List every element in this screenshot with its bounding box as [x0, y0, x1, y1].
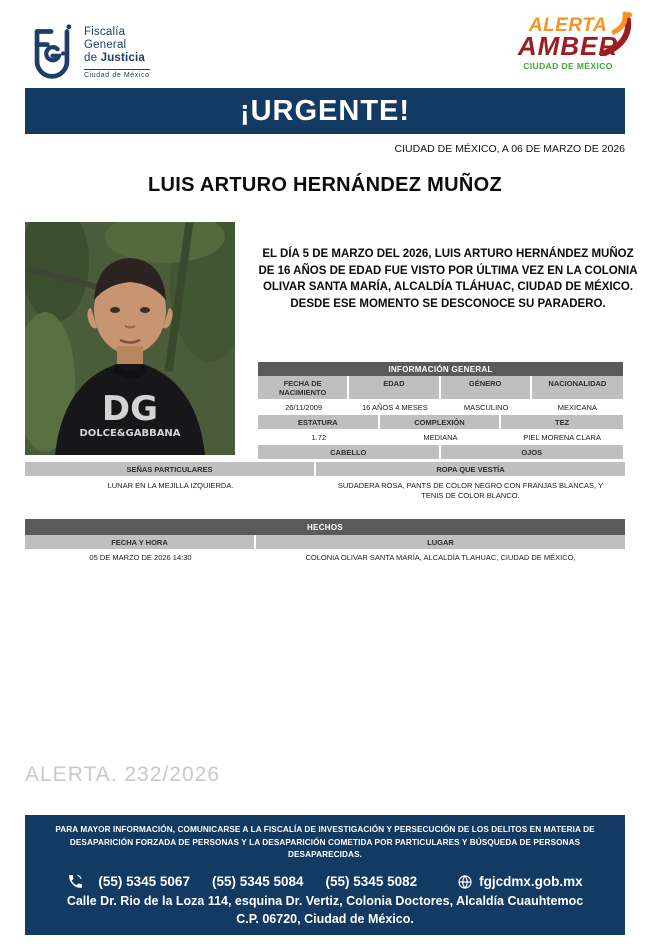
amber-swoosh-icon — [600, 10, 634, 56]
phone-numbers — [98, 874, 417, 889]
table-row — [258, 445, 623, 459]
phone-number-3[interactable]: (55) 5345 5082 — [325, 874, 418, 890]
globe-icon — [457, 874, 473, 890]
date-line: CIUDAD DE MÉXICO, A 06 DE MARZO DE 2026 — [394, 143, 625, 155]
table-row — [258, 415, 623, 429]
alerta-amber-logo — [504, 16, 632, 73]
value-lugar: COLONIA OLIVAR SANTA MARÍA, ALCALDÍA TLAHUAC, CIUDAD DE MÉXICO, — [256, 549, 625, 565]
value-fecha-hora: 05 DE MARZO DE 2026 14:30 — [25, 549, 256, 565]
phone-icon — [67, 873, 84, 890]
footer-contacts — [49, 873, 601, 890]
phone-number-1[interactable]: (55) 5345 5067 — [98, 874, 190, 890]
incident-description: EL DÍA 5 DE MARZO DEL 2026, LUIS ARTURO HERNÁNDEZ MUÑOZ DE 16 AÑOS DE EDAD FUE VISTO POR ÚLTIMA VEZ EN LA COLONIA OLIVAR SANTA MARÍA, ALCALDÍA TLÁHUAC, CIUDAD DE MÉXICO. DESDE ESE MOMENTO SE DESCONOCE SU PARADERO. — [258, 248, 638, 311]
alert-number: ALERTA. 232/2026 — [25, 763, 221, 786]
table-row — [25, 535, 625, 549]
header-genero: GÉNERO — [441, 376, 532, 399]
table-row — [258, 429, 623, 445]
value-tez: PIEL MORENA CLARA — [501, 429, 623, 445]
footer-address — [49, 893, 601, 928]
fgj-line-1: Fiscalía — [84, 26, 126, 38]
table-row — [25, 462, 625, 476]
fgj-shield-icon — [28, 24, 76, 82]
fgj-logo-text — [84, 24, 150, 79]
fgj-line-2: General — [84, 39, 127, 51]
amber-line-alerta: ALERTA — [528, 15, 608, 36]
value-senas-particulares: LUNAR EN LA MEJILLA IZQUIERDA. — [25, 476, 316, 504]
value-genero: MASCULINO — [441, 399, 532, 415]
value-estatura: 1.72 — [258, 429, 380, 445]
senas-section — [25, 462, 625, 504]
header-ojos: OJOS — [441, 445, 624, 459]
svg-text:DOLCE&GABBANA: DOLCE&GABBANA — [79, 428, 181, 439]
hechos-title: HECHOS — [25, 519, 625, 535]
fgj-logo — [28, 24, 150, 82]
fgj-line-3: de Justicia — [84, 52, 146, 64]
header-complexion: COMPLEXIÓN — [380, 415, 502, 429]
urgent-banner — [25, 88, 625, 134]
missing-person-photo — [25, 222, 235, 455]
header-senas-particulares: SEÑAS PARTICULARES — [25, 462, 316, 476]
hechos-section — [25, 519, 625, 565]
header-tez: TEZ — [501, 415, 623, 429]
table-row — [258, 399, 623, 415]
header-estatura: ESTATURA — [258, 415, 380, 429]
amber-line-city: CIUDAD DE MÉXICO — [523, 61, 613, 71]
value-nacionalidad: MEXICANA — [532, 399, 623, 415]
info-table-title: INFORMACIÓN GENERAL — [258, 362, 623, 376]
urgent-banner-text: ¡URGENTE! — [239, 94, 411, 127]
header-nacionalidad: NACIONALIDAD — [532, 376, 623, 399]
address-line-1: Calle Dr. Rio de la Loza 114, esquina Dr. Vertiz, Colonia Doctores, Alcaldía Cuauhtemoc — [66, 894, 584, 909]
value-ropa-vestia: SUDADERA ROSA, PANTS DE COLOR NEGRO CON FRANJAS BLANCAS, Y TENIS DE COLOR BLANCO. — [316, 476, 625, 504]
header-fecha-nacimiento: FECHA DE NACIMIENTO — [258, 376, 349, 399]
value-edad: 16 AÑOS 4 MESES — [349, 399, 440, 415]
value-fecha-nacimiento: 26/11/2009 — [258, 399, 349, 415]
svg-text:DG: DG — [101, 389, 159, 429]
footer — [25, 815, 625, 935]
value-complexion: MEDIANA — [380, 429, 502, 445]
table-row — [25, 476, 625, 504]
address-line-2: C.P. 06720, Ciudad de México. — [236, 911, 414, 926]
header-cabello: CABELLO — [258, 445, 441, 459]
table-row — [258, 376, 623, 399]
amber-line-amber: AMBER — [517, 31, 619, 61]
person-name: LUIS ARTURO HERNÁNDEZ MUÑOZ — [147, 174, 502, 196]
table-row — [25, 549, 625, 565]
header-lugar: LUGAR — [256, 535, 625, 549]
header-edad: EDAD — [349, 376, 440, 399]
general-info-table — [258, 362, 623, 475]
fgj-subtitle: Ciudad de México — [84, 69, 150, 79]
phone-number-2[interactable]: (55) 5345 5084 — [211, 874, 304, 890]
header-fecha-hora: FECHA Y HORA — [25, 535, 256, 549]
website-link[interactable]: fgjcdmx.gob.mx — [479, 874, 583, 890]
footer-info-text: PARA MAYOR INFORMACIÓN, COMUNICARSE A LA FISCALÍA DE INVESTIGACIÓN Y PERSECUCIÓN DE LOS DELITOS EN MATERIA DE DESAPARICIÓN FORZADA DE PERSONAS Y LA DESAPARICIÓN COMETIDA POR PARTICULARES Y BÚSQUEDA DE PERSONAS DESAPARECIDAS. — [55, 825, 595, 860]
header-ropa-vestia: ROPA QUE VESTÍA — [316, 462, 625, 476]
